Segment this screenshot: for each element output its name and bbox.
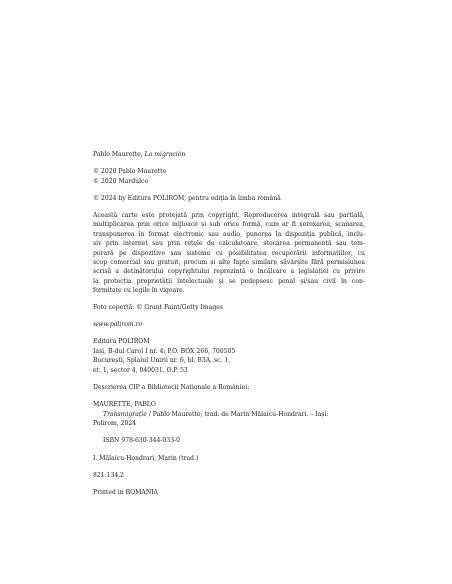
legal-line: scop comercial sau gratuit, precum și alte fapte similare săvârșite fără permisiunea [93, 258, 365, 266]
title-line [93, 150, 365, 160]
publisher-address [93, 337, 365, 375]
legal-line: multiplicarea prin orice mijloace și sub orice formă, cum ar fi xeroxarea, scanarea, [93, 221, 365, 229]
website-link[interactable]: www.polirom.ro [93, 321, 143, 329]
address-line: et. 1, sector 4, 040031, O.P. 53 [93, 367, 188, 374]
cip-publisher-line: Polirom, 2024 [93, 420, 137, 428]
cip-title: Transmigrație [103, 410, 147, 418]
cip-entry [93, 400, 365, 429]
classification [93, 471, 365, 481]
legal-line: formitate cu legile în vigoare. [93, 287, 185, 295]
cip-heading [93, 383, 365, 393]
legal-line: porară pe dispozitive sau sisteme cu posibilitatea recuperării informațiilor, cu [93, 249, 365, 257]
classification-line: 821.134.2 [93, 471, 125, 479]
publisher-name: Editura POLIROM [93, 338, 150, 346]
copyright-page [93, 150, 365, 505]
cip-author-heading: MAURETTE, PABLO [93, 401, 156, 409]
translator [93, 454, 365, 464]
translator-line: I. Mălaicu-Hondrari, Marin (trad.) [93, 454, 199, 462]
isbn-line: ISBN 978-630-344-033-0 [103, 437, 180, 445]
address-line: Iași, B-dul Carol I nr. 4; P.O. BOX 266, 700505 [93, 347, 236, 355]
cip-statement: / Pablo Maurette; trad. de Marin Mălaicu-Hondrari. – Iași: [146, 410, 329, 418]
address-line: București, Splaiul Unirii nr. 6, bl. B3A, sc. 1, [93, 357, 231, 365]
copyright-line-publisher: © 2020 Mardulce [93, 177, 149, 185]
legal-notice [93, 211, 365, 296]
cip-heading-line: Descrierea CIP a Bibliotecii Naționale a României: [93, 384, 250, 392]
isbn [93, 436, 365, 446]
author-name: Pablo Maurette, [93, 151, 145, 158]
cover-photo-line: Foto copertă: © Grant Faint/Getty Images [93, 304, 223, 312]
original-copyrights [93, 167, 365, 186]
copyright-line-author: © 2020 Pablo Maurette [93, 168, 167, 176]
printed-in [93, 488, 365, 498]
legal-line: transpunerea în format electronic sau audio, punerea la dispoziția publică, inclu- [93, 230, 365, 238]
edition-copyright-line: © 2024 by Editura POLIROM, pentru ediția în limba română [93, 194, 281, 202]
legal-line: scrisă a deținătorului copyrightului reprezintă o încălcare a legislației cu privire [93, 268, 365, 276]
original-title: La migración [144, 151, 186, 158]
legal-line: siv prin internet sau prin rețele de calculatoare, stocarea permanentă sau tem- [93, 240, 365, 248]
legal-line: Această carte este protejată prin copyright. Reproducerea integrală sau parțială, [93, 211, 365, 219]
printed-in-line: Printed in ROMANIA [93, 488, 158, 496]
edition-copyright [93, 194, 365, 204]
website [93, 320, 365, 330]
cover-photo-credit [93, 303, 365, 313]
legal-line: la protecția proprietății intelectuale și se pedepsesc penal și/sau civil în con- [93, 277, 365, 285]
